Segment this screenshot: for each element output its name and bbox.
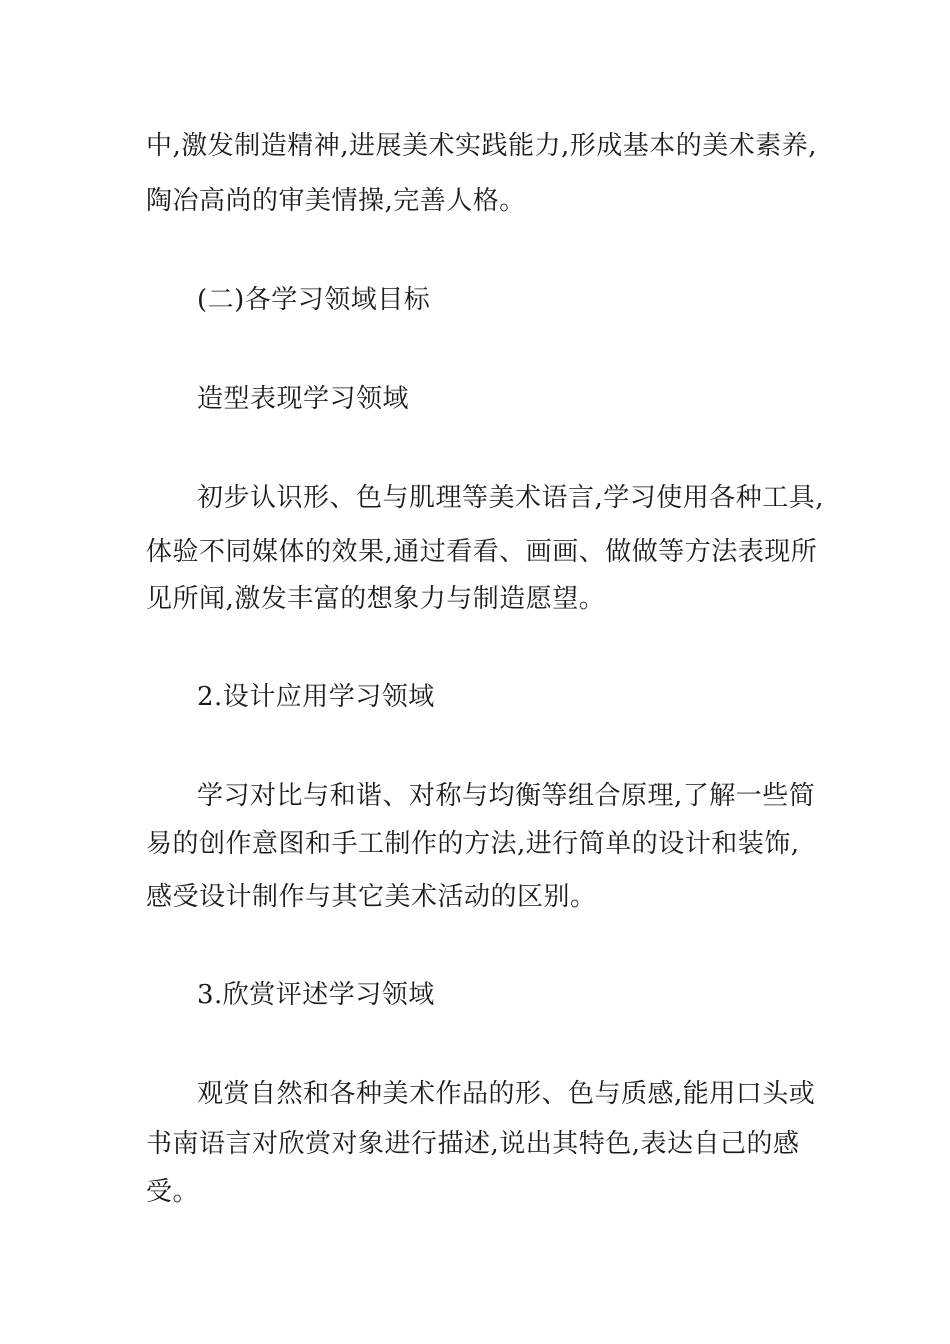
paragraph-line: 初步认识形、色与肌理等美术语言,学习使用各种工具, <box>197 483 825 513</box>
paragraph-line: 学习对比与和谐、对称与均衡等组合原理,了解一些简 <box>197 781 816 811</box>
paragraph-line: 见所闻,激发丰富的想象力与制造愿望。 <box>146 584 606 614</box>
subsection-heading: 造型表现学习领域 <box>197 384 410 414</box>
paragraph-line: 中,激发制造精神,进展美术实践能力,形成基本的美术素养, <box>146 131 818 161</box>
section-heading: (二)各学习领域目标 <box>197 285 431 315</box>
paragraph-line: 体验不同媒体的效果,通过看看、画画、做做等方法表现所 <box>146 537 818 567</box>
subsection-heading: 2.设计应用学习领域 <box>197 682 435 712</box>
paragraph-line: 书南语言对欣赏对象进行描述,说出其特色,表达自己的感 <box>146 1129 800 1159</box>
paragraph-line: 感受设计制作与其它美术活动的区别。 <box>146 882 597 912</box>
subsection-heading: 3.欣赏评述学习领域 <box>197 980 435 1010</box>
paragraph-line: 陶冶高尚的审美情操,完善人格。 <box>146 186 526 216</box>
paragraph-line: 观赏自然和各种美术作品的形、色与质感,能用口头或 <box>197 1079 816 1109</box>
paragraph-line: 易的创作意图和手工制作的方法,进行简单的设计和装饰, <box>146 829 800 859</box>
paragraph-line: 受。 <box>146 1177 200 1207</box>
